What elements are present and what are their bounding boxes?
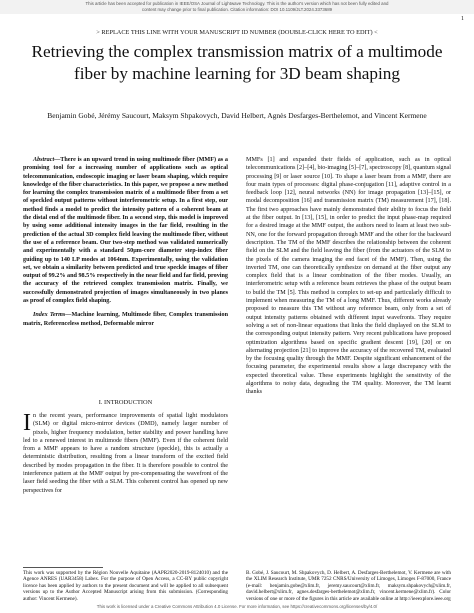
left-column-front: [23, 156, 228, 328]
banner-line-1: This article has been accepted for publication in IEEE/OSA Journal of Lightwave Technology. This is the author's version which has not been fully edited and: [85, 1, 389, 6]
license-footer[interactable]: This work is licensed under a Creative Commons Attribution 4.0 License. For more information, see https://creativecommons.org/licenses/by/4.0/: [96, 604, 378, 609]
author-list: Benjamin Gobé, Jérémy Saucourt, Maksym Shpakovych, David Helbert, Agnès Desfarges-Berthelemot, and Vincent Kermene: [47, 111, 427, 120]
paper-title: Retrieving the complex transmission matrix of a multimode fiber by machine learning for 3D beam shaping: [31, 42, 443, 83]
footnote-left: This work was supported by the Région Nouvelle Aquitaine (AAPR2020-2019-8124010) and the Agence ANRES (UAR3458) Labex. For the purpose of Open Access, a CC-BY public copyright licence has been applied by authors to the present document and will be applied to all subsequent versions up to the Author Accepted Manuscript arising from this submission. (Corresponding author: Vincent Kermene).: [23, 570, 228, 602]
section-heading: I. INTRODUCTION: [98, 399, 153, 406]
footnote-right: B. Gobé, J. Saucourt, M. Shpakovych, D. Helbert, A. Desfarges-Berthelemot, V. Kermene are with the XLIM Research Institute, UMR 7252 CNRS/University of Limoges, Limoges F-87000, France (e-mail: benjamin.gobe@xlim.fr, jeremy.saucourt@xlim.fr, maksym.shpakovych@xlim.fr, david.helbert@xlim.fr, agnes.desfarges-berthelemot@xlim.fr, vincent.kermene@xlim.fr). Color versions of one or more of the figures in this article are available online at http://ieeexplore.ieee.org: [246, 570, 451, 602]
index-terms-label: Index Terms: [33, 312, 66, 319]
abstract-label: Abstract: [33, 157, 55, 163]
publication-banner: [0, 0, 474, 14]
right-column-text: MMFs [1] and expanded their fields of application, such as in optical telecommunications [2]–[4], bio-imaging [5]–[7], spectroscopy [8], quantum signal processing [9] or laser source [10]. To shape a laser beam from a MMF, there are four main types of processes: digital phase-conjugation [11], adaptive control in a feedback loop [12], neural networks (NN) for image propagation [13]–[15], or modal decomposition [16] and transmission matrix (TM) measurement [17], [18]. The first two approaches have mainly demonstrated their ability to focus the field at the fiber output. In [13], [15], in order to predict the input phase-map required for a desired image at the MMF output, the authors need to learn at least two sub-NN, one for the forward propagation through MMF and the other for the backward description. The TM of the MMF describes the relationship between the coherent field on the SLM and the field leaving the fiber (from the actuators of the SLM to the pixels of the camera imaging the end facet of the MMF). Then, using the inverted TM, one can theoretically synthesize on demand at the fiber output any complex field that is a linear combination of the fiber modes. Usually, an interferometric setup with a reference beam retrieves the phase of the output beam to build the TM [5]. This method is complex to set-up and particularly difficult to implement when measuring the TM of a long MMF. Thus, different works already proposed to measure this TM without any reference beam, only from a set of output intensity patterns obtained with different input wavefronts. They require solving a set of non-linear equations that links the field displayed on the SLM to the corresponding output intensity pattern. Very recent publications have proposed optimization algorithms based on specific gradient descent [19], [20] or on alternating projection [21] to improve the accuracy of the recovered TM, evaluated by the focusing quality through the MMF. Despite significant enhancement of the focusing parameter, the experimental results show a large discrepancy with the expected theoretical value. These experiments highlight the sensitivity of the algorithms to noisy data, degrading the TM quality. Moreover, the TM learnt thanks: [246, 157, 451, 396]
introduction-text: [23, 412, 228, 495]
banner-line-2: content may change prior to final publication. Citation information: DOI 10.1109/JLT.2024.3373689: [141, 7, 333, 12]
index-terms-text: —Machine learning, Multimode fiber, Complex transmission matrix, Referenceless method, Deformable mirror: [23, 312, 228, 327]
footnote-divider-left: [23, 567, 103, 568]
abstract-text: —There is an upward trend in using multimode fiber (MMF) as a promising tool for a increasing number of applications such as optical telecommunication, endoscopic imaging or laser beam shaping, which require knowledge of the fiber characteristics. In this paper, we propose a new method for learning the complex transmission matrix of a multimode fiber from a set of speckled output patterns without interferometric setup. In a first step, our method finds a model to predict the intensity pattern of a coherent beam at the distal end of the multimode fiber. In a second step, this model is improved by using some additional intensity images in the far field, resulting in the prediction of the actual 3D complex field leaving the multimode fiber, without the use of a reference beam. Our two-step method was validated numerically and experimentally with a standard 50μm-core diameter step-index fiber guiding up to 140 LP modes at 1064nm. Experimentally, using the validation set, we obtain a similarity between predicted and true speckle images of fiber output of 99.2% and 98.5% respectively in the near field and far field, proving the accuracy of the retrieved complex transmission matrix. Finally, we successfully demonstrated projection of images simultaneously in two planes as proof of complex field shaping.: [23, 157, 228, 305]
manuscript-id-line[interactable]: > REPLACE THIS LINE WITH YOUR MANUSCRIPT ID NUMBER (DOUBLE-CLICK HERE TO EDIT) <: [96, 29, 378, 36]
drop-cap: I: [23, 410, 31, 436]
abstract: [23, 156, 228, 305]
page-number: 1: [461, 16, 464, 22]
introduction-body: n the recent years, performance improvements of spatial light modulators (SLM) or digital micro-mirror devices (DMD), namely larger number of pixels, higher frequency modulation, better stability and power handling have led to a renewed interest in multimode fibers (MMF). Even if the coherent field from a MMF appears to have a random structure (speckle), this is actually a deterministic distribution, resulting from a linear transform of the excited field described by modes propagation in the fiber. It is therefore possible to control the interference pattern at the MMF output by pre-compensating the wavefront of the laser field seeding the fiber with a SLM. This coherent control has opened up new perspectives for: [23, 413, 228, 494]
index-terms: [23, 311, 228, 328]
